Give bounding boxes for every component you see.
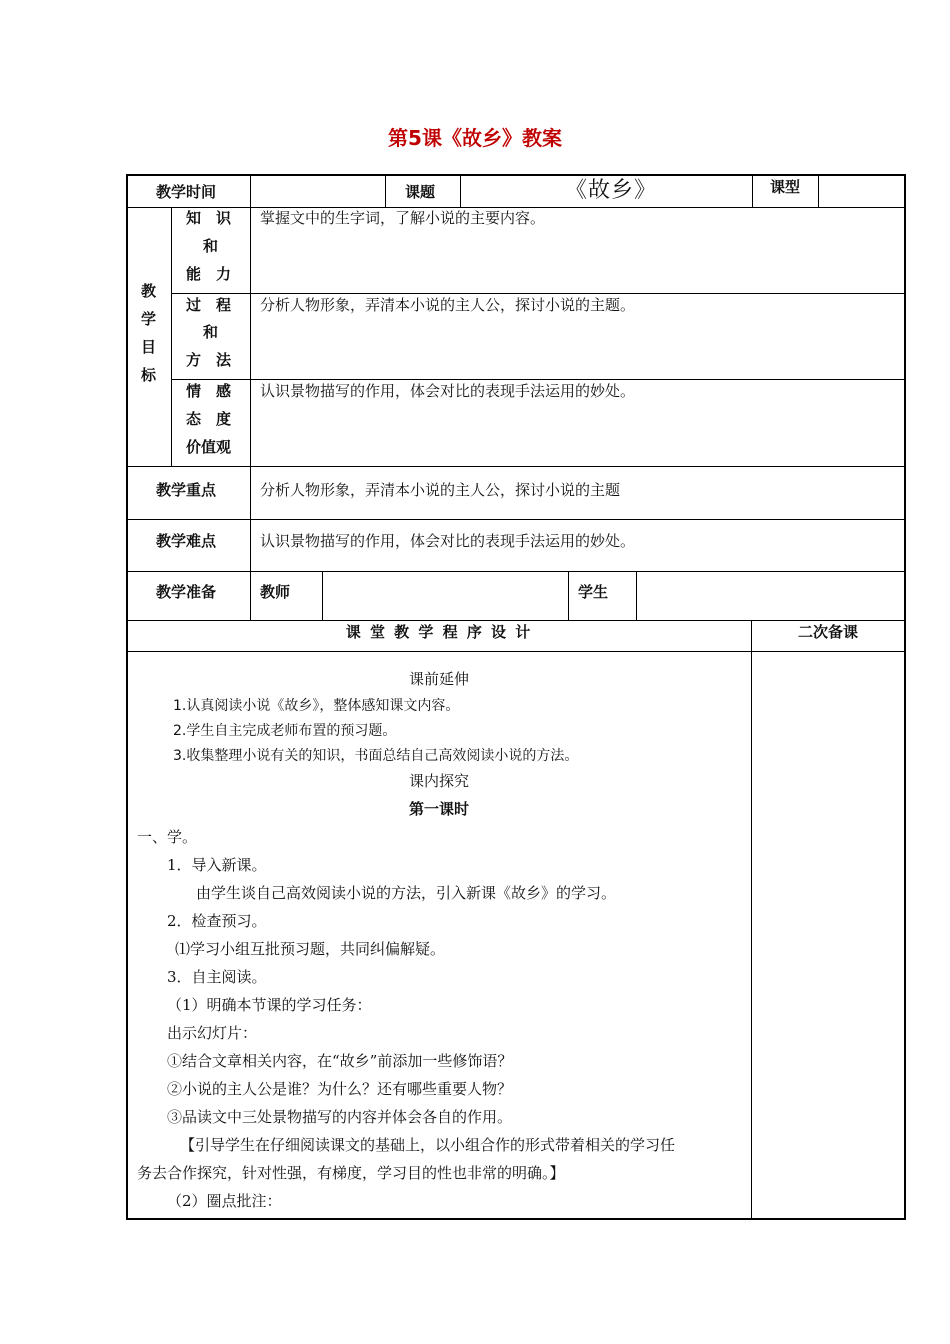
goal-content-values: 认识景物描写的作用，体会对比的表现手法运用的妙处。 xyxy=(260,382,636,400)
pre-class-item: 3.收集整理小说有关的知识，书面总结自己高效阅读小说的方法。 xyxy=(173,748,579,764)
key-points-label: 教学重点 xyxy=(156,481,217,499)
lesson-period-title: 第一课时 xyxy=(408,800,469,818)
pre-class-heading: 课前延伸 xyxy=(408,670,469,688)
teaching-note: 【引导学生在仔细阅读课文的基础上，以小组合作的形式带着相关的学习任 xyxy=(180,1136,676,1154)
page-title: 第5课《故乡》教案 xyxy=(388,126,562,150)
second-prep-label: 二次备课 xyxy=(797,623,858,641)
task-item: ①结合文章相关内容，在“故乡”前添加一些修饰语？ xyxy=(167,1052,513,1070)
step-detail: （2）圈点批注： xyxy=(167,1192,282,1210)
lesson-type-label: 课型 xyxy=(770,178,801,196)
step-detail: 出示幻灯片： xyxy=(167,1024,258,1042)
difficulties-content: 认识景物描写的作用，体会对比的表现手法运用的妙处。 xyxy=(260,532,636,550)
task-item: ②小说的主人公是谁？为什么？还有哪些重要人物？ xyxy=(167,1080,513,1098)
step-item: 1．导入新课。 xyxy=(167,856,267,874)
step-item: 3．自主阅读。 xyxy=(167,968,267,986)
goal-content-process: 分析人物形象，弄清本小说的主人公，探讨小说的主题。 xyxy=(260,296,636,314)
teaching-note: 务去合作探究，针对性强，有梯度，学习目的性也非常的明确。】 xyxy=(137,1164,565,1182)
topic-value: 《故乡》 xyxy=(565,178,658,203)
goal-content-knowledge: 掌握文中的生字词，了解小说的主要内容。 xyxy=(260,209,546,227)
topic-label: 课题 xyxy=(405,183,436,201)
preparation-label: 教学准备 xyxy=(156,583,217,601)
in-class-heading: 课内探究 xyxy=(408,772,469,790)
task-item: ③品读文中三处景物描写的内容并体会各自的作用。 xyxy=(167,1108,513,1126)
key-points-content: 分析人物形象，弄清本小说的主人公，探讨小说的主题 xyxy=(260,481,621,499)
step-detail: （1）明确本节课的学习任务： xyxy=(167,996,372,1014)
student-label: 学生 xyxy=(578,583,609,601)
pre-class-item: 1.认真阅读小说《故乡》，整体感知课文内容。 xyxy=(173,698,460,714)
step-detail: 由学生谈自己高效阅读小说的方法，引入新课《故乡》的学习。 xyxy=(196,884,617,902)
teacher-label: 教师 xyxy=(260,583,291,601)
difficulties-label: 教学难点 xyxy=(156,532,217,550)
pre-class-item: 2.学生自主完成老师布置的预习题。 xyxy=(173,723,397,739)
design-header-label: 课 堂 教 学 程 序 设 计 xyxy=(345,623,533,641)
step-detail: ⑴学习小组互批预习题，共同纠偏解疑。 xyxy=(175,940,446,958)
section-heading: 一、学。 xyxy=(137,828,198,846)
teaching-time-label: 教学时间 xyxy=(156,183,217,201)
step-item: 2．检查预习。 xyxy=(167,912,267,930)
